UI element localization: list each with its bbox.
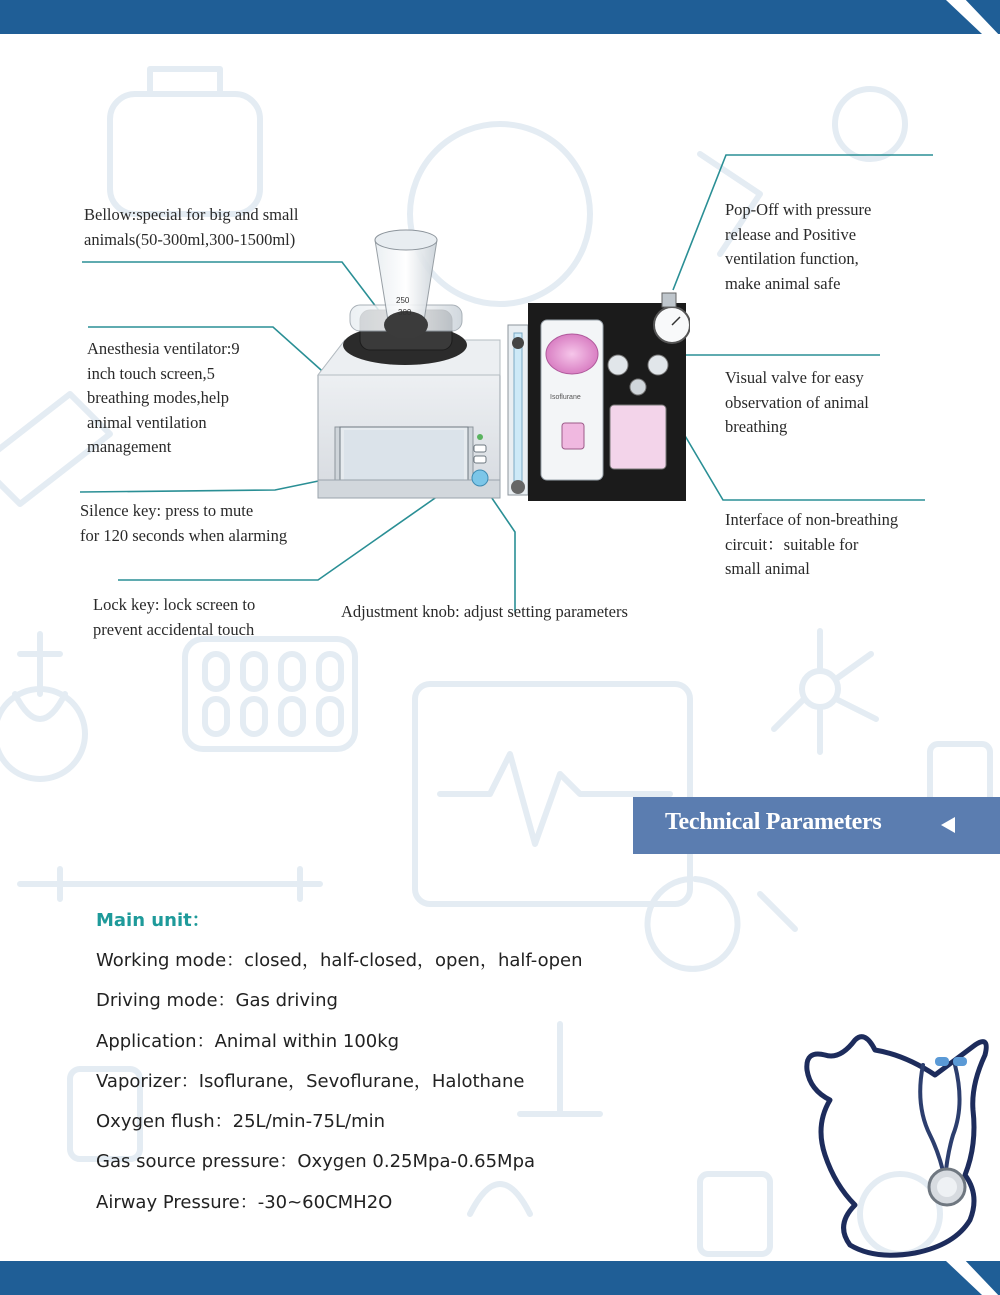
callout-line-text: for 120 seconds when alarming xyxy=(80,525,288,545)
callout-line-text: observation of animal xyxy=(725,392,869,412)
callout-line-text: Adjustment knob: adjust setting parameters xyxy=(341,602,628,621)
bellow-assembly xyxy=(343,230,467,365)
callout-line-text: circuit：suitable for xyxy=(725,534,859,554)
callout-line-text: Silence key: press to mute xyxy=(80,501,254,520)
callout-line-text: ventilation function, xyxy=(725,249,859,268)
callout-line-text: small animal xyxy=(725,559,810,578)
callout-line-text: Lock key: lock screen to xyxy=(93,595,256,614)
callout-line-text: Pop-Off with pressure xyxy=(725,200,872,219)
spec-row: Application：Animal within 100kg xyxy=(96,1030,400,1052)
callout-ventilator xyxy=(87,337,240,460)
anesthesia-machine-illustration xyxy=(310,215,690,505)
callout-line-text: inch touch screen,5 xyxy=(87,363,215,383)
callout-pop-off xyxy=(725,198,871,296)
callout-line-text: release and Positive xyxy=(725,224,857,244)
section-title: Technical Parameters xyxy=(665,809,882,835)
bottom-band xyxy=(0,1261,1000,1295)
spec-list xyxy=(96,906,583,1228)
spec-row: Driving mode：Gas driving xyxy=(96,990,338,1012)
callout-line-text: Bellow:special for big and small xyxy=(84,205,299,224)
callout-silence-key xyxy=(80,499,287,548)
callout-line-text: Interface of non-breathing xyxy=(725,510,899,529)
spec-row: Oxygen flush：25L/min-75L/min xyxy=(96,1111,386,1133)
callout-line-text: animals(50-300ml,300-1500ml) xyxy=(84,229,296,249)
triangle-left-icon xyxy=(941,817,955,833)
spec-row: Gas source pressure：Oxygen 0.25Mpa-0.65Mpa xyxy=(96,1151,536,1173)
callout-line-text: management xyxy=(87,437,172,456)
spec-heading: Main unit： xyxy=(96,910,210,931)
callout-adjustment-knob xyxy=(341,600,628,625)
cat-stethoscope-icon xyxy=(795,1015,995,1260)
callout-line-text: Anesthesia ventilator:9 xyxy=(87,339,240,358)
spec-row: Vaporizer：Isoflurane，Sevoflurane，Halothane xyxy=(96,1070,525,1092)
bellow-scale-top: 250 xyxy=(396,296,410,305)
spec-row: Working mode：closed，half-closed，open，half-open xyxy=(96,950,583,971)
callout-line-text: breathing xyxy=(725,417,788,436)
bellow-scale-bottom: 300 xyxy=(398,308,412,317)
callout-interface xyxy=(725,508,898,582)
technical-parameters-banner xyxy=(633,797,1000,854)
callout-line-text: animal ventilation xyxy=(87,412,207,432)
callout-line-text: make animal safe xyxy=(725,273,841,293)
callout-line-text: breathing modes,help xyxy=(87,388,230,407)
callout-line-text: prevent accidental touch xyxy=(93,619,255,639)
flowmeter xyxy=(508,325,528,495)
vaporizer-cart xyxy=(528,293,690,501)
callout-lock-key xyxy=(93,593,255,642)
vaporizer-brand-text: Isoflurane xyxy=(550,394,581,401)
spec-row: Airway Pressure：-30~60CMH2O xyxy=(96,1191,393,1213)
callout-bellow xyxy=(84,203,298,252)
callout-visual-valve xyxy=(725,366,869,440)
callout-line-text: Visual valve for easy xyxy=(725,368,864,387)
